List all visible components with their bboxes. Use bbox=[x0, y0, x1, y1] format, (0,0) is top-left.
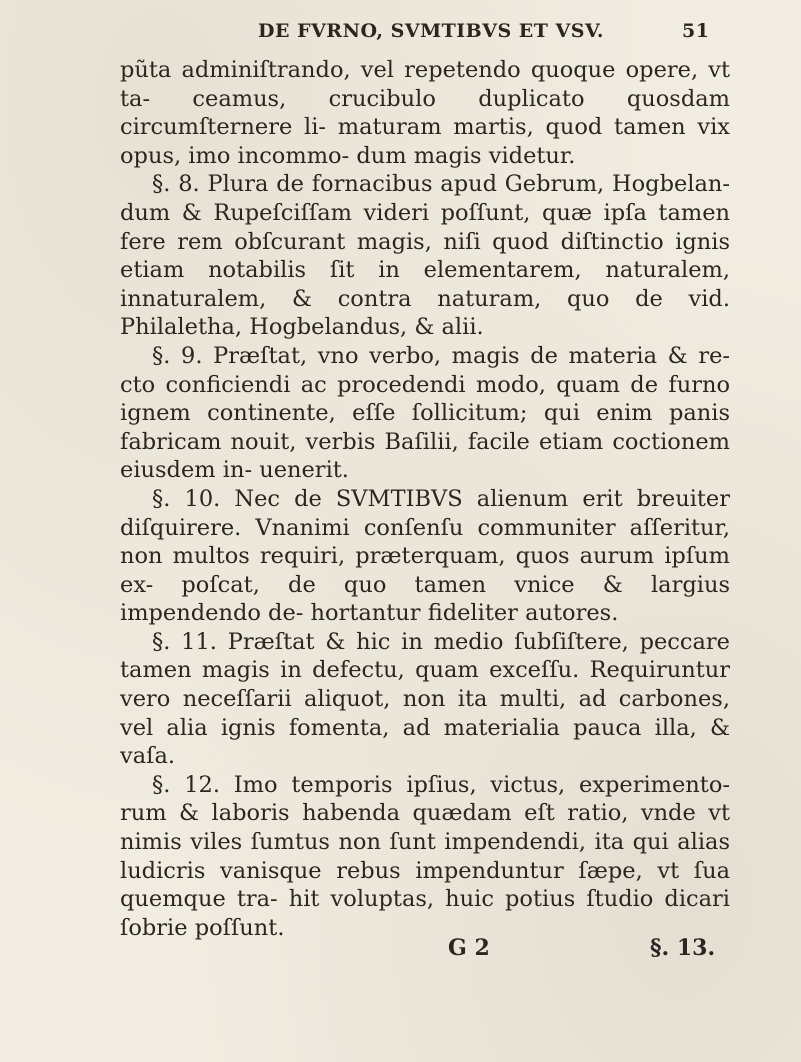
catchword: §. 13. bbox=[650, 935, 716, 961]
signature-mark: G 2 bbox=[448, 935, 490, 961]
running-head: DE FVRNO, SVMTIBVS ET VSV. bbox=[258, 20, 605, 42]
paragraph-section-12: §. 12. Imo temporis ipſius, victus, experimento- rum & laboris habenda quædam eſt ratio, vnde vt nimis viles ſumtus non ſunt impendendi, ita qui alias ludicris vanisque rebus impenduntur ſæpe, vt ſua quemque tra- hit voluptas, huic potius ſtudio dicari ſobrie poſſunt. bbox=[120, 771, 730, 941]
body-text bbox=[120, 56, 730, 942]
paragraph-section-10: §. 10. Nec de SVMTIBVS alienum erit breuiter diſquirere. Vnanimi conſenſu communiter aſſeritur, non multos requiri, præterquam, quos aurum ipſum ex- poſcat, de quo tamen vnice & largius impendendo de- hortantur fideliter autores. bbox=[120, 485, 730, 627]
paragraph-section-8: §. 8. Plura de fornacibus apud Gebrum, Hogbelan- dum & Rupeſciſſam videri poſſunt, quæ ipſa tamen fere rem obſcurant magis, niſi quod diſtinctio ignis etiam notabilis ſit in elementarem, naturalem, innaturalem, & contra naturam, quo de vid. Philaletha, Hogbelandus, & alii. bbox=[120, 171, 730, 341]
paragraph-continuation: pũta adminiſtrando, vel repetendo quoque opere, vt ta- ceamus, crucibulo duplicato quosdam circumſternere li- maturam martis, quod tamen vix opus, imo incommo- dum magis videtur. bbox=[120, 57, 730, 169]
page-header bbox=[0, 14, 801, 48]
page-number: 51 bbox=[682, 20, 710, 42]
paragraph-section-9: §. 9. Præſtat, vno verbo, magis de materia & re- cto conficiendi ac procedendi modo, quam de furno ignem continente, eſſe ſollicitum; qui enim panis fabricam nouit, verbis Baſilii, facile etiam coctionem eiusdem in- uenerit. bbox=[120, 342, 730, 484]
paragraph-section-11: §. 11. Præſtat & hic in medio ſubſiſtere, peccare tamen magis in defectu, quam exceſſu. Requiruntur vero neceſſarii aliquot, non ita multi, ad carbones, vel alia ignis fomenta, ad materialia pauca illa, & vaſa. bbox=[120, 628, 730, 770]
page-footer bbox=[0, 935, 801, 965]
